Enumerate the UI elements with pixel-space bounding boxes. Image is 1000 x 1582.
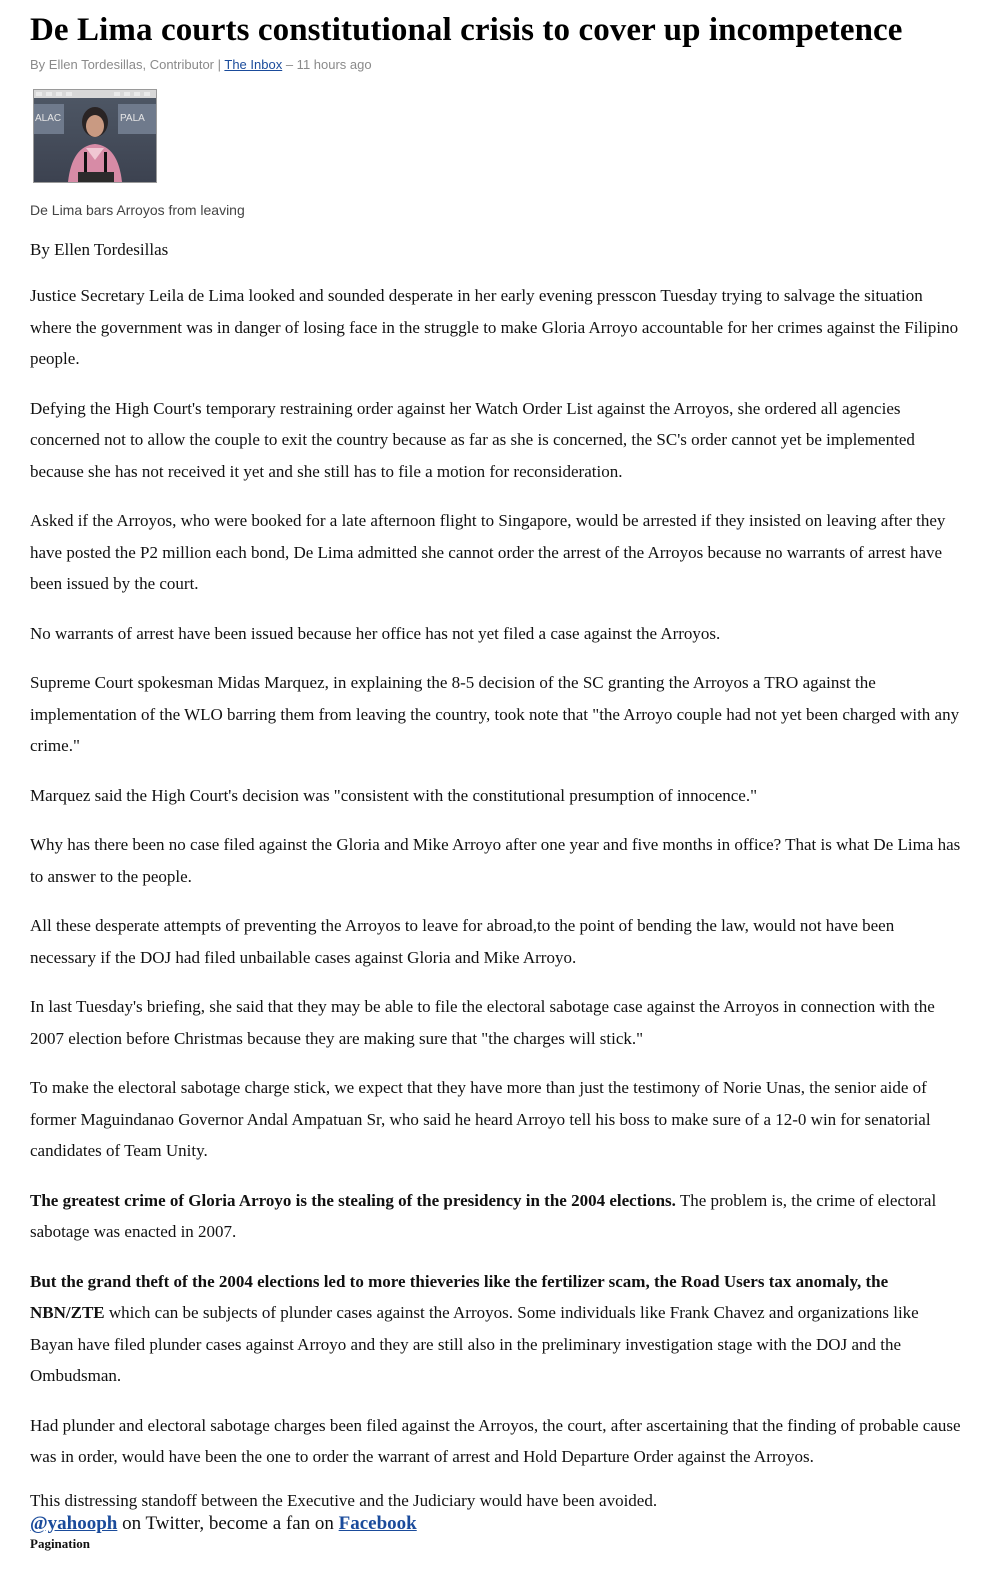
paragraph-5: Supreme Court spokesman Midas Marquez, in explaining the 8-5 decision of the SC granting the Arroyos a TRO against the implementation of the WLO barring them from leaving the country, took note that "the Arroyo couple had not yet been charged with any crime." [30,673,960,755]
closing-line: This distressing standoff between the Executive and the Judiciary would have been avoided. [30,1490,658,1510]
facebook-link[interactable]: Facebook [338,1512,417,1534]
paragraph-9: In last Tuesday's briefing, she said that they may be able to file the electoral sabotage case against the Arroyos in connection with the 2007 election before Christmas because they are making sure that "the charges will stick." [30,997,935,1048]
pagination-label: Pagination [30,1535,90,1551]
paragraph-7: Why has there been no case filed against the Gloria and Mike Arroyo after one year and five months in office? That is what De Lima has to answer to the people. [30,835,961,886]
paragraph-12-rest: which can be subjects of plunder cases against the Arroyos. Some individuals like Frank Chavez and organizations like Bayan have filed plunder cases against Arroyo and they are still also in the preliminary investigation stage with the DOJ and the Ombudsman. [30,1303,919,1385]
article-title: De Lima courts constitutional crisis to cover up incompetence [30,12,903,48]
article-byline [30,55,964,75]
press-conference-image [34,90,156,182]
paragraph-13: Had plunder and electoral sabotage charges been filed against the Arroyos, the court, after ascertaining that the finding of probable cause was in order, would have been the one to order the warrant of arrest and Hold Departure Order against the Arroyos. [30,1415,961,1466]
twitter-link[interactable]: @yahooph [30,1512,118,1534]
paragraph-11-rest: The problem is, the crime of electoral sabotage was enacted in 2007. [30,1190,937,1241]
byline-time: – 11 hours ago [282,57,372,72]
svg-text:ALAC: ALAC [35,113,62,124]
paragraph-11-bold: The greatest crime of Gloria Arroyo is the stealing of the presidency in the 2004 elections. [30,1190,676,1210]
paragraph-1: Justice Secretary Leila de Lima looked and sounded desperate in her early evening presscon Tuesday trying to salvage the situation where the government was in danger of losing face in the struggle to make Gloria Arroyo accountable for her crimes against the Filipino people. [30,286,959,368]
image-caption: De Lima bars Arroyos from leaving [30,202,245,218]
paragraph-10: To make the electoral sabotage charge stick, we expect that they have more than just the testimony of Norie Unas, the senior aide of former Maguindanao Governor Andal Ampatuan Sr, who said he heard Arroyo tell his boss to make sure of a 12-0 win for senatorial candidates of Team Unity. [30,1078,931,1160]
byline-prefix: By Ellen Tordesillas, Contributor | [30,57,225,72]
paragraph-12-bold: But the grand theft of the 2004 elections led to more thieveries like the fertilizer scam, the Road Users tax anomaly, the NBN/ZTE [30,1271,889,1322]
paragraph-6: Marquez said the High Court's decision was "consistent with the constitutional presumption of innocence." [30,785,758,805]
paragraph-3: Asked if the Arroyos, who were booked for a late afternoon flight to Singapore, would be arrested if they insisted on leaving after they have posted the P2 million each bond, De Lima admitted she cannot order the arrest of the Arroyos because no warrants of arrest have been issued by the court. [30,511,946,593]
social-mid-text: on Twitter, become a fan on [117,1512,339,1534]
section-link[interactable]: The Inbox [224,57,283,72]
social-line [30,1513,964,1535]
article-photo[interactable] [33,89,157,183]
paragraph-4: No warrants of arrest have been issued because her office has not yet filed a case against the Arroyos. [30,623,721,643]
paragraph-2: Defying the High Court's temporary restraining order against her Watch Order List against the Arroyos, she ordered all agencies concerned not to allow the couple to exit the country because as far as she is concerned, the SC's order cannot yet be implemented because she has not received it yet and she still has to file a motion for reconsideration. [30,398,915,481]
svg-text:PALA: PALA [120,113,145,124]
paragraph-12 [30,1266,964,1392]
paragraph-11 [30,1185,964,1248]
author-line: By Ellen Tordesillas [30,240,169,259]
paragraph-8: All these desperate attempts of preventing the Arroyos to leave for abroad,to the point of bending the law, would not have been necessary if the DOJ had filed unbailable cases against Gloria and Mike Arroyo. [30,916,895,967]
